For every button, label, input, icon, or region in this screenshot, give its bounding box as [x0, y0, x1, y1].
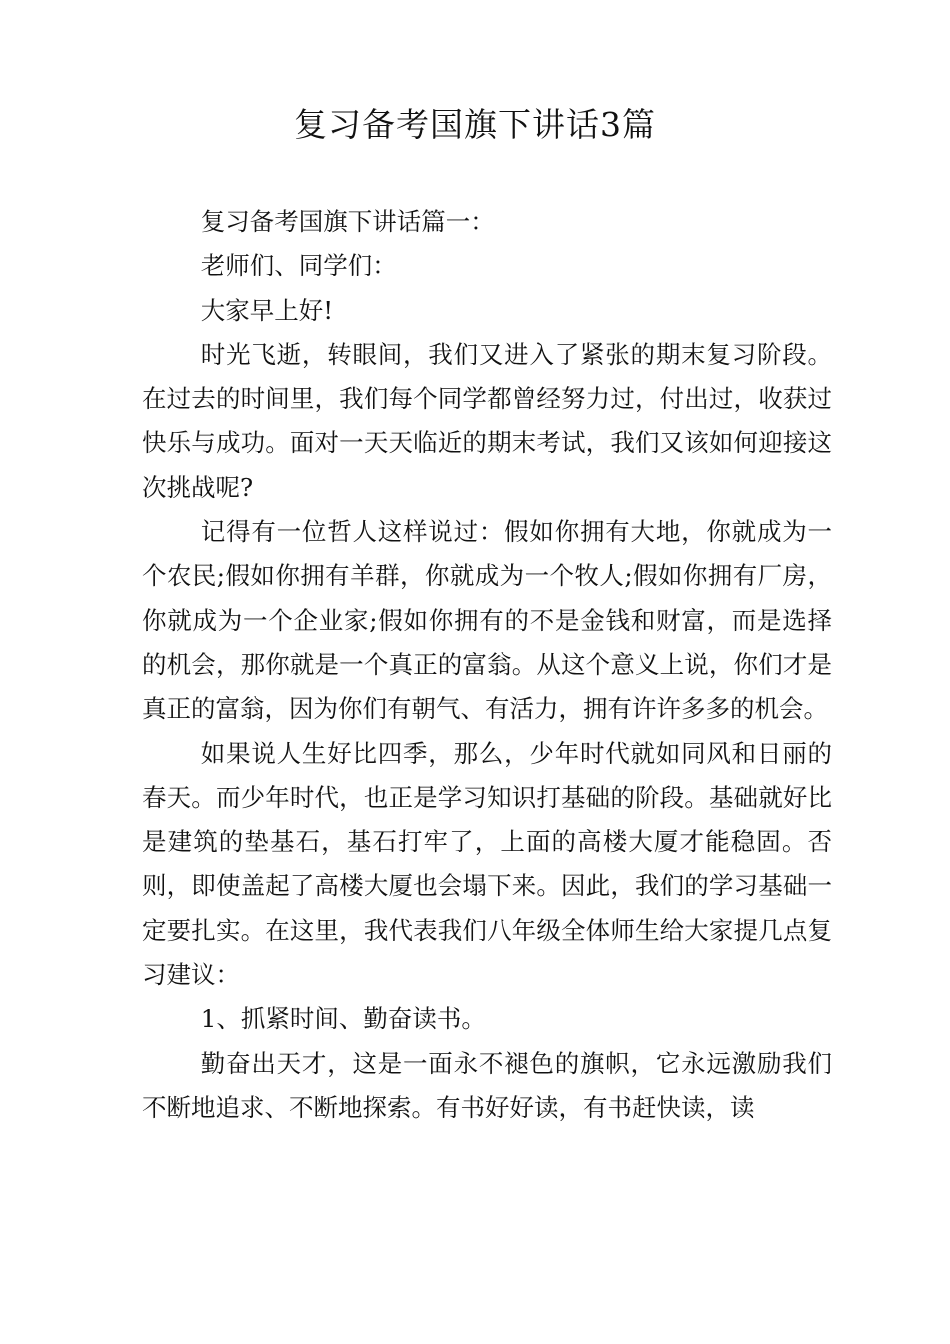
body-paragraph: 记得有一位哲人这样说过：假如你拥有大地，你就成为一个农民;假如你拥有羊群，你就成为一个牧人;假如你拥有厂房，你就成为一个企业家;假如你拥有的不是金钱和财富，而是选择的机会，那你就是一个真正的富翁。从这个意义上说，你们才是真正的富翁，因为你们有朝气、有活力，拥有许许多多的机会。 [142, 517, 832, 724]
body-paragraph: 如果说人生好比四季，那么，少年时代就如同风和日丽的春天。而少年时代，也正是学习知识打基础的阶段。基础就好比是建筑的垫基石，基石打牢了，上面的高楼大厦才能稳固。否则，即使盖起了高楼大厦也会塌下来。因此，我们的学习基础一定要扎实。在这里，我代表我们八年级全体师生给大家提几点复习建议： [142, 738, 832, 990]
document-title: 复习备考国旗下讲话3篇 [294, 105, 656, 144]
document-body [142, 200, 832, 1130]
body-paragraph: 勤奋出天才，这是一面永不褪色的旗帜，它永远激励我们不断地追求、不断地探索。有书好好读，有书赶快读，读 [142, 1048, 832, 1122]
heading-paragraph: 复习备考国旗下讲话篇一： [200, 207, 495, 236]
list-item-paragraph: 1、抓紧时间、勤奋读书。 [200, 1004, 486, 1034]
body-paragraph: 时光飞逝，转眼间，我们又进入了紧张的期末复习阶段。在过去的时间里，我们每个同学都曾经努力过，付出过，收获过快乐与成功。面对一天天临近的期末考试，我们又该如何迎接这次挑战呢? [142, 339, 832, 502]
greeting-paragraph: 大家早上好! [200, 295, 334, 325]
salutation-paragraph: 老师们、同学们： [200, 251, 397, 281]
